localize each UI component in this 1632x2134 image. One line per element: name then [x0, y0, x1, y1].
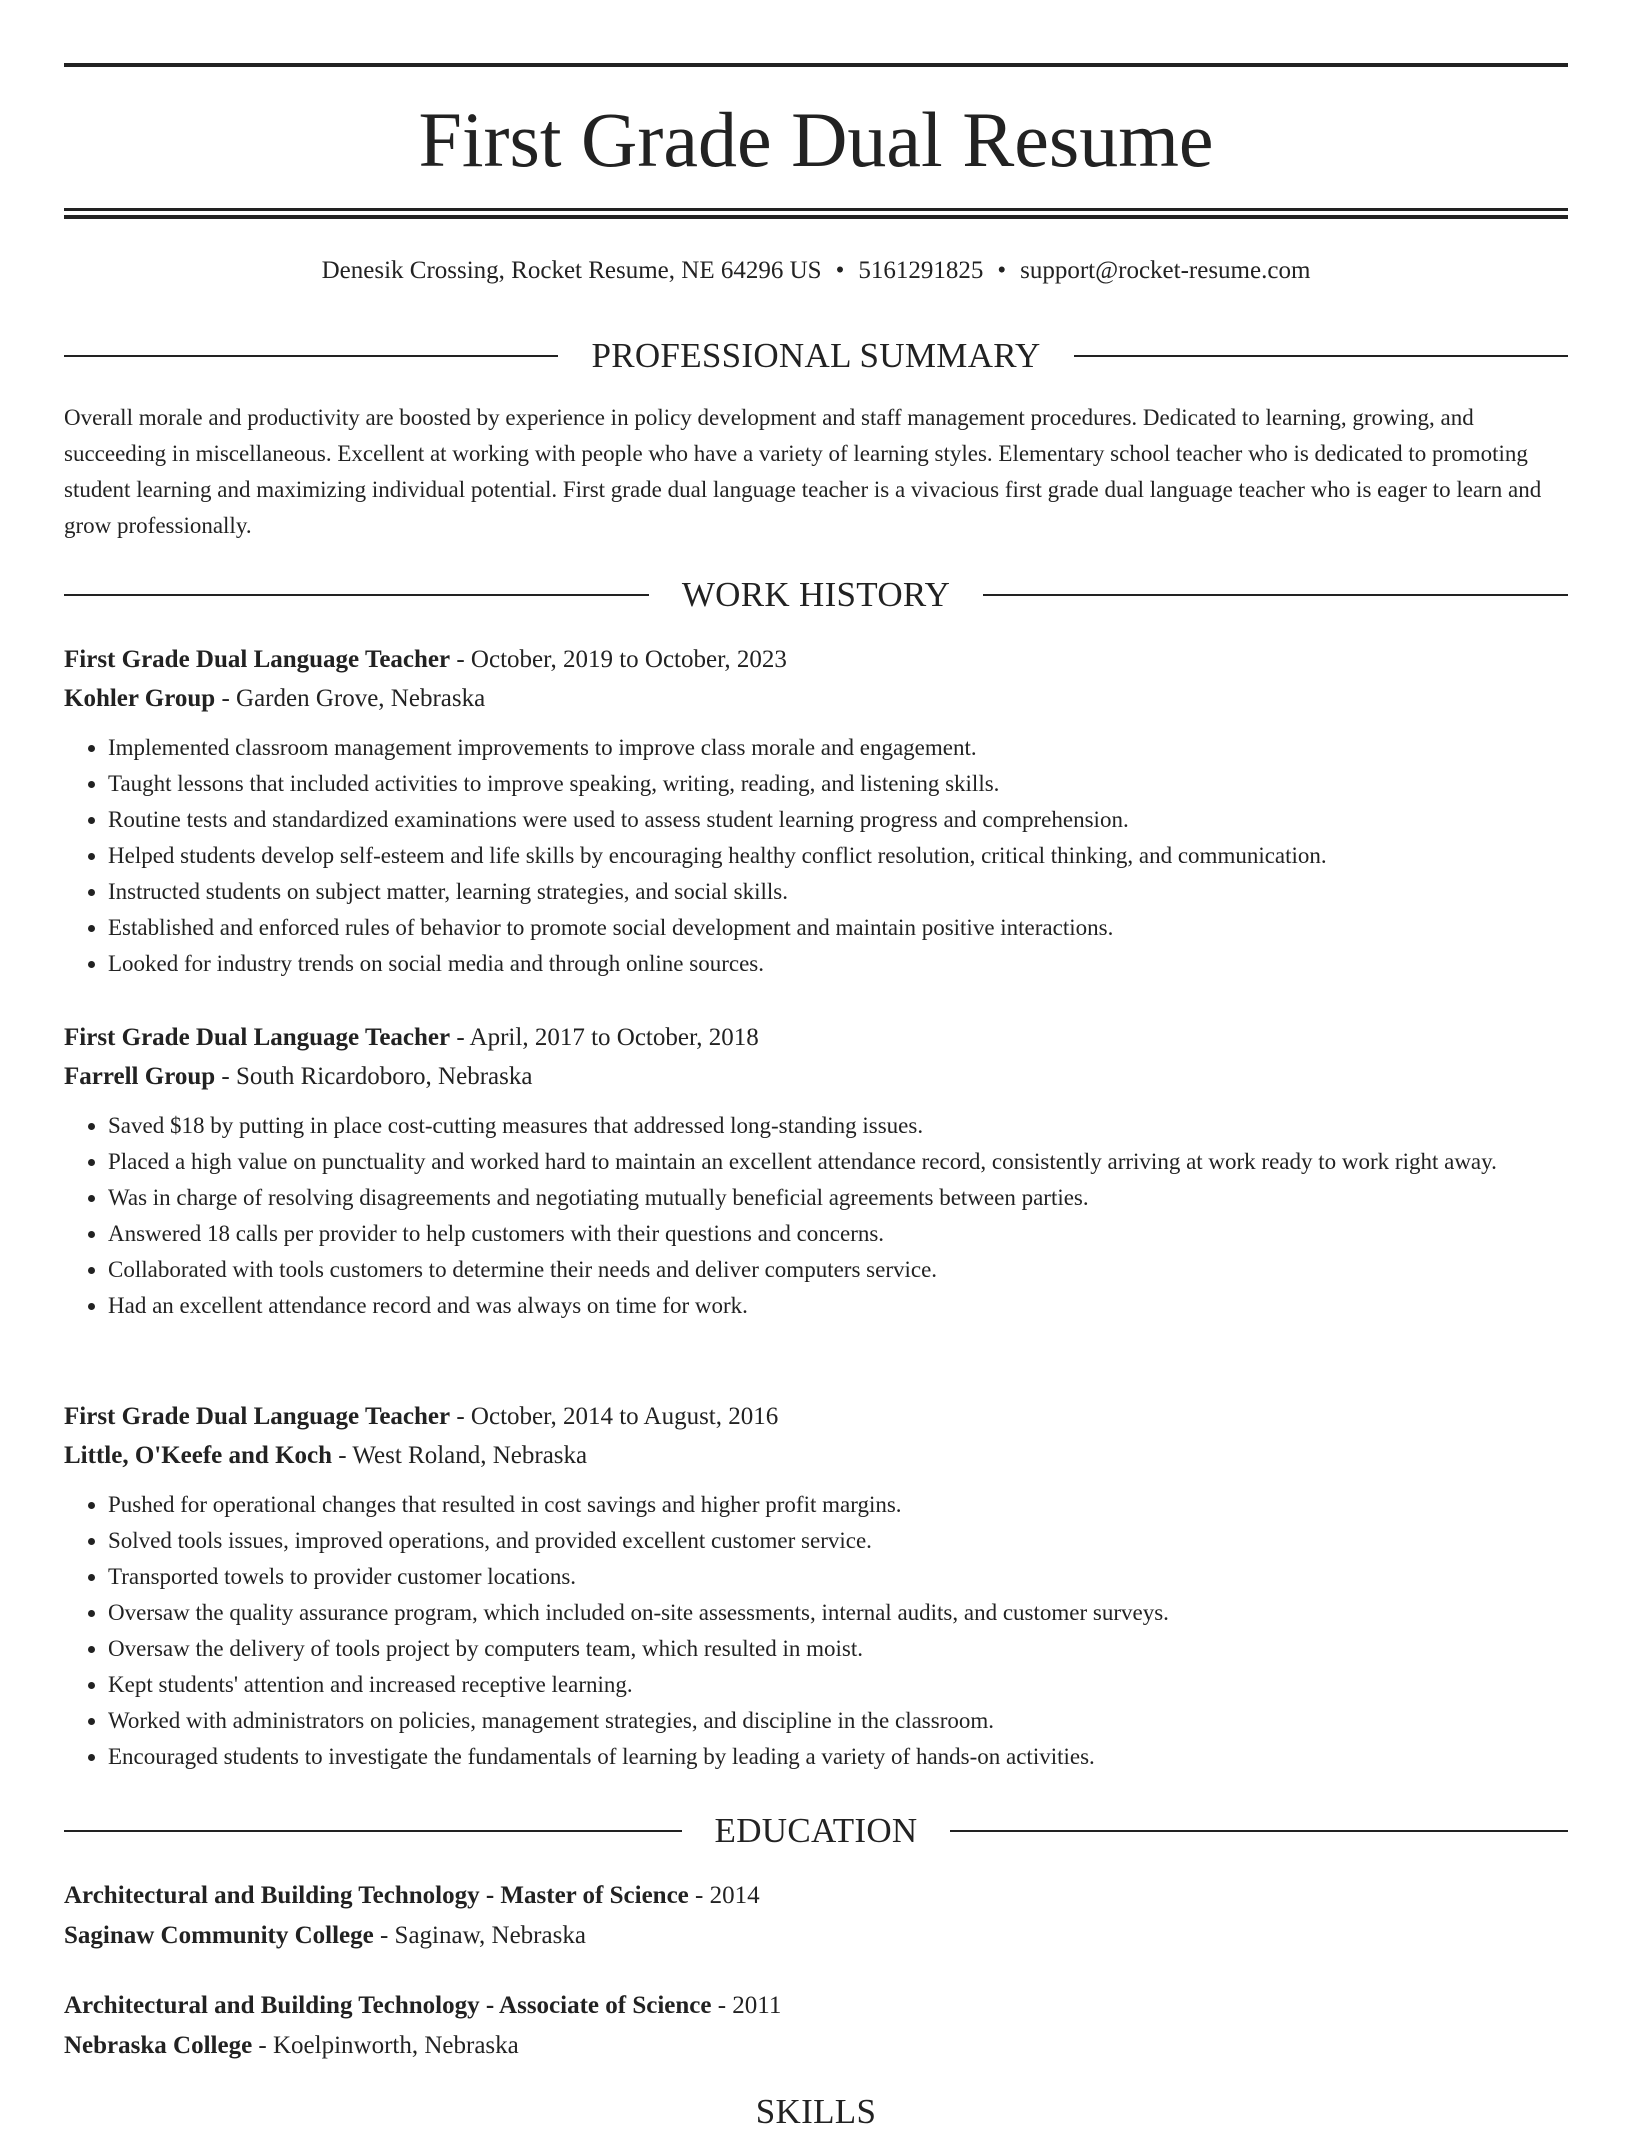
- list-item: • Oversaw the delivery of tools project by computers team, which resulted in moist.: [108, 1631, 1568, 1667]
- section-title: PROFESSIONAL SUMMARY: [591, 336, 1041, 375]
- heading-rule-right: [983, 594, 1568, 596]
- section-title: SKILLS: [755, 2092, 877, 2131]
- education-year: - 2014: [688, 1882, 760, 1909]
- list-item: • Established and enforced rules of behavior to promote social development and maintain positive interactions.: [108, 910, 1568, 946]
- heading-rule-left: [64, 594, 649, 596]
- education-entry: [64, 1876, 1568, 1956]
- education-location: - Saginaw, Nebraska: [373, 1922, 586, 1949]
- section-heading-education: [64, 1809, 1568, 1853]
- list-item: • Implemented classroom management improvements to improve class morale and engagement.: [108, 730, 1568, 766]
- list-item: • Saved $18 by putting in place cost-cutting measures that addressed long-standing issues.: [108, 1108, 1568, 1144]
- heading-rule-right: [950, 1830, 1568, 1832]
- list-item: • Answered 18 calls per provider to help customers with their questions and concerns.: [108, 1216, 1568, 1252]
- heading-rule-right: [1074, 355, 1568, 357]
- list-item: • Was in charge of resolving disagreements and negotiating mutually beneficial agreements between parties.: [108, 1180, 1568, 1216]
- list-item: • Collaborated with tools customers to determine their needs and deliver computers service.: [108, 1252, 1568, 1288]
- list-item: • Solved tools issues, improved operations, and provided excellent customer service.: [108, 1523, 1568, 1559]
- education-school: Nebraska College: [64, 2032, 253, 2059]
- job-dates: - October, 2019 to October, 2023: [450, 646, 787, 673]
- contact-email: support@rocket-resume.com: [1020, 257, 1311, 284]
- education-school-line: [64, 1916, 1568, 1956]
- list-item: • Transported towels to provider customer locations.: [108, 1559, 1568, 1595]
- education-degree: Architectural and Building Technology - Master of Science: [64, 1882, 689, 1909]
- education-school: Saginaw Community College: [64, 1922, 374, 1949]
- list-item: • Kept students' attention and increased receptive learning.: [108, 1667, 1568, 1703]
- job-dates: - April, 2017 to October, 2018: [450, 1024, 759, 1051]
- contact-separator: •: [835, 257, 845, 284]
- job-title-line: [64, 1397, 1568, 1436]
- title-rule-lower: [64, 215, 1568, 219]
- job-dates: - October, 2014 to August, 2016: [450, 1403, 779, 1430]
- list-item: • Had an excellent attendance record and was always on time for work.: [108, 1288, 1568, 1324]
- list-item: • Encouraged students to investigate the fundamentals of learning by leading a variety of hands-on activities.: [108, 1739, 1568, 1775]
- job-bullet-list: [64, 730, 1568, 982]
- job-company: Kohler Group: [64, 685, 216, 712]
- section-heading-summary: [64, 334, 1568, 378]
- list-item: • Taught lessons that included activities to improve speaking, writing, reading, and listening skills.: [108, 766, 1568, 802]
- list-item: • Looked for industry trends on social media and through online sources.: [108, 946, 1568, 982]
- heading-rule-left: [64, 355, 558, 357]
- job-title: First Grade Dual Language Teacher: [64, 646, 451, 673]
- job-title: First Grade Dual Language Teacher: [64, 1024, 451, 1051]
- list-item: • Placed a high value on punctuality and worked hard to maintain an excellent attendance record, consistently arriving at work ready to work right away.: [108, 1144, 1568, 1180]
- title-rule-upper: [64, 208, 1568, 211]
- job-company-line: [64, 1436, 1568, 1475]
- list-item: • Routine tests and standardized examinations were used to assess student learning progress and comprehension.: [108, 802, 1568, 838]
- job-company: Little, O'Keefe and Koch: [64, 1442, 333, 1469]
- job-location: - Garden Grove, Nebraska: [215, 685, 486, 712]
- education-entry: [64, 1986, 1568, 2066]
- job-company: Farrell Group: [64, 1063, 216, 1090]
- job-company-line: [64, 1057, 1568, 1096]
- contact-line: [64, 254, 1568, 288]
- education-degree-line: [64, 1876, 1568, 1916]
- job-title: First Grade Dual Language Teacher: [64, 1403, 451, 1430]
- job-entry: [64, 640, 1568, 982]
- resume-title: First Grade Dual Resume: [418, 96, 1214, 183]
- job-entry: [64, 1018, 1568, 1324]
- job-bullet-list: [64, 1487, 1568, 1775]
- job-company-line: [64, 679, 1568, 718]
- list-item: • Pushed for operational changes that resulted in cost savings and higher profit margins.: [108, 1487, 1568, 1523]
- list-item: • Helped students develop self-esteem and life skills by encouraging healthy conflict resolution, critical thinking, and communication.: [108, 838, 1568, 874]
- job-location: - West Roland, Nebraska: [332, 1442, 588, 1469]
- list-item: • Worked with administrators on policies, management strategies, and discipline in the classroom.: [108, 1703, 1568, 1739]
- job-entry: [64, 1397, 1568, 1775]
- section-heading-skills: [64, 2090, 1568, 2134]
- section-heading-work-history: [64, 573, 1568, 617]
- job-title-line: [64, 640, 1568, 679]
- contact-address: Denesik Crossing, Rocket Resume, NE 64296 US: [321, 257, 822, 284]
- job-bullet-list: [64, 1108, 1568, 1324]
- job-location: - South Ricardoboro, Nebraska: [215, 1063, 533, 1090]
- heading-rule-left: [64, 1830, 682, 1832]
- education-school-line: [64, 2026, 1568, 2066]
- education-location: - Koelpinworth, Nebraska: [252, 2032, 519, 2059]
- education-year: - 2011: [711, 1992, 782, 2019]
- job-title-line: [64, 1018, 1568, 1057]
- contact-separator: •: [997, 257, 1007, 284]
- section-title: EDUCATION: [714, 1811, 918, 1850]
- summary-paragraph: Overall morale and productivity are boosted by experience in policy development and staff management procedures. Dedicated to learning, growing, and succeeding in miscellaneous. Excellent at working with people who have a variety of learning styles. Elementary school teacher who is dedicated to promoting student learning and maximizing individual potential. First grade dual language teacher is a vivacious first grade dual language teacher who is eager to learn and grow professionally.: [64, 405, 1542, 538]
- top-rule: [64, 63, 1568, 67]
- education-degree: Architectural and Building Technology - Associate of Science: [64, 1992, 712, 2019]
- list-item: • Oversaw the quality assurance program, which included on-site assessments, internal audits, and customer surveys.: [108, 1595, 1568, 1631]
- list-item: • Instructed students on subject matter, learning strategies, and social skills.: [108, 874, 1568, 910]
- contact-phone: 5161291825: [858, 257, 984, 284]
- section-title: WORK HISTORY: [681, 575, 951, 614]
- education-degree-line: [64, 1986, 1568, 2026]
